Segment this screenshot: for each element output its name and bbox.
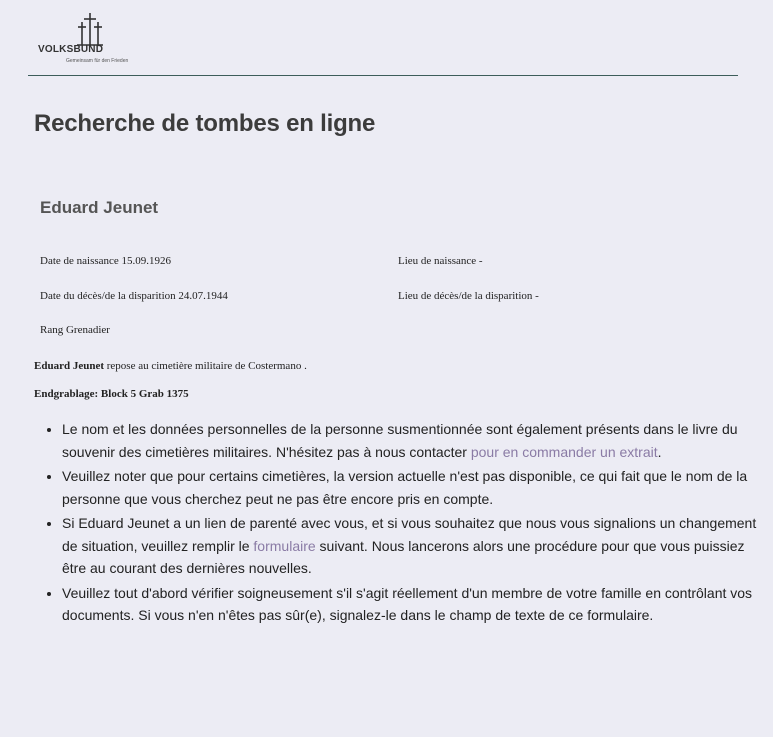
burial-text: repose au cimetière militaire de Costermano .: [104, 360, 307, 372]
birth-date: Date de naissance 15.09.1926: [40, 255, 172, 267]
birth-place: Lieu de naissance -: [398, 255, 483, 267]
information-list: [34, 418, 772, 629]
volksbund-logo[interactable]: [38, 12, 158, 64]
crosses-icon: [76, 12, 104, 46]
death-date: Date du décès/de la disparition 24.07.1944: [40, 290, 228, 302]
order-extract-link[interactable]: pour en commander un extrait: [470, 443, 658, 460]
burial-summary: [34, 360, 307, 372]
person-name: Eduard Jeunet: [40, 198, 159, 217]
death-place: Lieu de décès/de la disparition -: [398, 290, 539, 302]
list-item: • Le nom et les données personnelles de la personne susmentionnée sont également présents dans le livre du souvenir des cimetières militaires. N'hésitez pas à nous contacter pour en commander un extrait.: [62, 418, 772, 463]
page-title: Recherche de tombes en ligne: [34, 110, 376, 137]
rank: Rang Grenadier: [40, 324, 110, 336]
grave-location: Endgrablage: Block 5 Grab 1375: [34, 388, 189, 400]
form-link[interactable]: formulaire: [253, 537, 316, 554]
list-item: • Veuillez tout d'abord vérifier soigneusement s'il s'agit réellement d'un membre de votre famille en contrôlant vos documents. Si vous n'en n'êtes pas sûr(e), signalez-le dans le champ de texte de ce formulaire.: [62, 582, 772, 627]
list-item: • Veuillez noter que pour certains cimetières, la version actuelle n'est pas disponible, ce qui fait que le nom de la personne que vous cherchez peut ne pas être encore pris en compte.: [62, 465, 772, 510]
header-divider: [28, 75, 738, 76]
list-item: • Si Eduard Jeunet a un lien de parenté avec vous, et si vous souhaitez que nous vous signalions un changement de situation, veuillez remplir le formulaire suivant. Nous lancerons alors une procédure pour que vous puissiez être au courant des dernières nouvelles.: [62, 512, 772, 580]
burial-person-name: Eduard Jeunet: [34, 360, 104, 372]
logo-name: VOLKSBUND: [38, 44, 104, 55]
logo-tagline: Gemeinsam für den Frieden: [66, 58, 129, 64]
